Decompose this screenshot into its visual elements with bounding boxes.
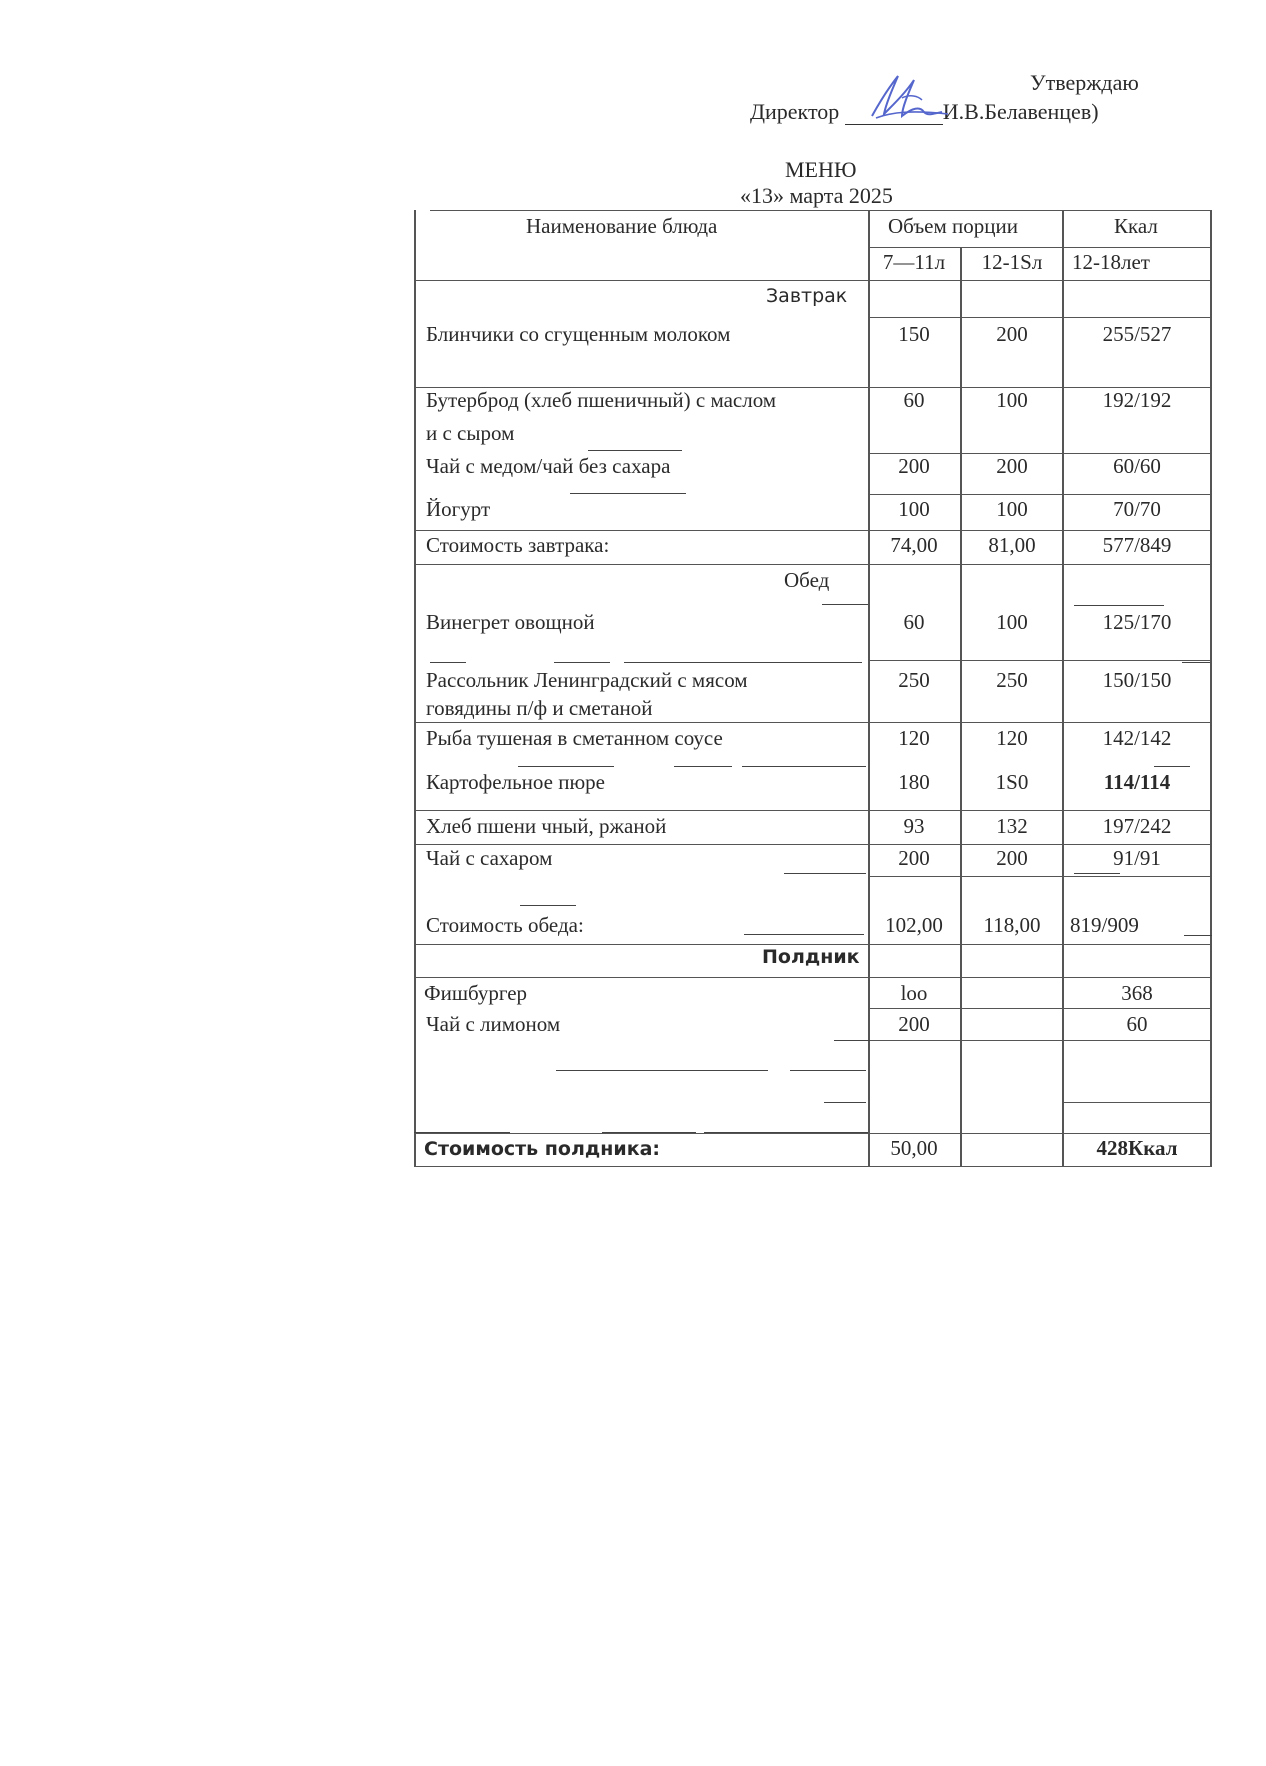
age-group-7-11: 7—11л [882,250,946,274]
dish-name: Хлеб пшени чный, ржаной [426,814,667,838]
breakfast-price-12-18: 81,00 [988,533,1036,557]
approval-label: Утверждаю [1030,70,1139,95]
age-group-12-18: 12-1Sл [981,250,1043,274]
dish-name: Блинчики со сгущенным молоком [426,322,731,346]
snack-total-label: Стоимость полдника: [424,1138,661,1160]
lunch-kcal-total: 819/909 [1070,913,1139,937]
lunch-price-7-11: 102,00 [885,913,943,937]
kcal-value: 368 [1121,981,1153,1005]
portion-12-18: 1S0 [995,770,1029,794]
column-header-kcal: Ккал [1114,214,1158,238]
dish-name: Фишбургер [424,981,528,1005]
portion-7-11: 150 [898,322,930,346]
portion-7-11: 250 [898,668,930,692]
snack-price-7-11: 50,00 [890,1136,938,1160]
portion-7-11: 120 [898,726,930,750]
portion-7-11: loo [900,981,928,1005]
dish-name: Рыба тушеная в сметанном соусе [426,726,723,750]
kcal-value: 60/60 [1113,454,1161,478]
dish-name: Картофельное пюре [426,770,605,794]
column-header-name: Наименование блюда [526,214,718,238]
portion-7-11: 60 [903,610,925,634]
kcal-value: 197/242 [1102,814,1172,838]
menu-date: «13» марта 2025 [740,183,893,208]
portion-7-11: 200 [898,1012,930,1036]
breakfast-price-7-11: 74,00 [890,533,938,557]
menu-title: МЕНЮ [785,157,857,182]
section-lunch: Обед [784,568,830,592]
director-signature [862,68,952,128]
kcal-value: 255/527 [1102,322,1172,346]
portion-12-18: 200 [996,846,1028,870]
portion-12-18: 100 [996,388,1028,412]
age-group-12-18-years: 12-18лет [1072,250,1150,274]
dish-name: Чай с лимоном [426,1012,561,1036]
lunch-price-12-18: 118,00 [983,913,1041,937]
portion-7-11: 200 [898,454,930,478]
dish-name: Йогурт [426,497,491,521]
column-header-portion: Объем порции [888,214,1018,238]
dish-name: Бутерброд (хлеб пшеничный) с маслом [426,388,777,412]
portion-12-18: 132 [996,814,1028,838]
portion-7-11: 180 [898,770,930,794]
breakfast-total-label: Стоимость завтрака: [426,533,610,557]
dish-name: Чай с медом/чай без сахара [426,454,671,478]
portion-7-11: 93 [903,814,925,838]
portion-7-11: 200 [898,846,930,870]
section-breakfast: Завтрак [766,285,848,307]
kcal-value: 192/192 [1102,388,1172,412]
section-snack: Полдник [762,946,860,968]
dish-name: Рассольник Ленинградский с мясом [426,668,748,692]
dish-name-continued: говядины п/ф и сметаной [426,696,653,720]
dish-name-continued: и с сыром [426,421,515,445]
menu-table [414,210,1212,1166]
portion-7-11: 100 [898,497,930,521]
kcal-value: 114/114 [1103,770,1171,794]
kcal-value: 91/91 [1113,846,1161,870]
kcal-value: 150/150 [1102,668,1172,692]
portion-12-18: 120 [996,726,1028,750]
portion-12-18: 250 [996,668,1028,692]
portion-12-18: 200 [996,322,1028,346]
kcal-value: 125/170 [1102,610,1172,634]
director-label: Директор [750,99,840,124]
snack-kcal-total: 428Ккал [1096,1136,1178,1160]
portion-12-18: 200 [996,454,1028,478]
dish-name: Винегрет овощной [426,610,595,634]
lunch-total-label: Стоимость обеда: [426,913,584,937]
portion-12-18: 100 [996,610,1028,634]
kcal-value: 70/70 [1113,497,1161,521]
portion-12-18: 100 [996,497,1028,521]
breakfast-kcal-total: 577/849 [1102,533,1172,557]
kcal-value: 60 [1126,1012,1148,1036]
portion-7-11: 60 [903,388,925,412]
director-name: И.В.Белавенцев) [942,99,1099,124]
dish-name: Чай с сахаром [426,846,553,870]
kcal-value: 142/142 [1102,726,1172,750]
